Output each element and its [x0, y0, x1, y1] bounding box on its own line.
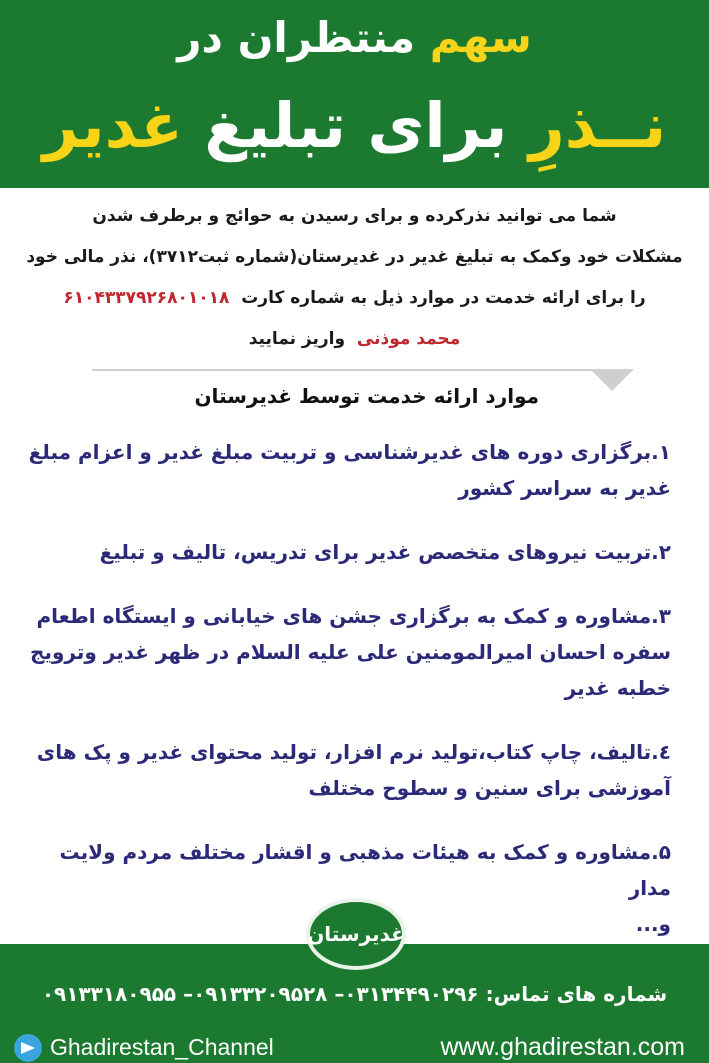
- intro-row-3-text: را برای ارائه خدمت در موارد ذیل به شماره کارت: [241, 288, 646, 308]
- service-item-2: ۲.تربیت نیروهای متخصص غدیر برای تدریس، تالیف و تبلیغ: [99, 540, 671, 564]
- header-highlight-nazr: نــذرِ: [529, 89, 667, 162]
- header-title-line1: [0, 8, 709, 68]
- intro-row-1: شما می توانید نذرکرده و برای رسیدن به حوائج و برطرف شدن: [92, 206, 617, 226]
- header-line2-middle: برای تبلیغ: [182, 89, 530, 162]
- header-line1-rest: منتظران در: [177, 13, 430, 62]
- service-item-1: ۱.برگزاری دوره های غدیرشناسی و تربیت مبلغ غدیر و اعزام مبلغ غدیر به سراسر کشور: [28, 440, 671, 500]
- intro-paragraph: [20, 196, 689, 360]
- service-item-etc: و...: [635, 912, 671, 936]
- header-highlight-ghadir: غدیر: [42, 89, 183, 162]
- website-link[interactable]: www.ghadirestan.com: [440, 1033, 685, 1061]
- intro-row-2: مشکلات خود وکمک به تبلیغ غدیر در غدیرستان(شماره ثبت۳۷۱۲)، نذر مالی خود: [26, 247, 683, 267]
- intro-row-4-rest: واریز نمایید: [248, 329, 346, 349]
- contact-numbers: [20, 982, 689, 1006]
- contact-label: شماره های تماس:: [485, 982, 668, 1006]
- service-item-3: ۳.مشاوره و کمک به برگزاری جشن های خیابانی و ایستگاه اطعام سفره احسان امیرالمومنین علی علیه السلام در ظهر غدیر وترویج خطبه غدیر: [30, 604, 671, 700]
- recipient-name: محمد موذنی: [356, 329, 461, 349]
- header-banner: [0, 0, 709, 188]
- section-divider: [92, 369, 617, 371]
- telegram-icon[interactable]: [14, 1034, 42, 1062]
- social-row: [0, 1032, 709, 1063]
- contact-phones: ۰۳۱۳۴۴۹۰۲۹۶– ۰۹۱۳۳۲۰۹۵۲۸– ۰۹۱۳۳۱۸۰۹۵۵: [41, 982, 479, 1006]
- service-item-5: ۵.مشاوره و کمک به هیئات مذهبی و اقشار مختلف مردم ولایت مدار: [59, 840, 671, 900]
- services-title: موارد ارائه خدمت توسط غدیرستان: [194, 384, 539, 408]
- telegram-channel-link[interactable]: Ghadirestan_Channel: [50, 1034, 274, 1060]
- ghadirestan-logo: غدیرستان: [306, 898, 406, 970]
- service-item-4: ٤.تالیف، چاپ کتاب،تولید نرم افزار، تولید محتوای غدیر و پک های آموزشی برای سنین و سطوح مختلف: [36, 740, 671, 800]
- intro-row-3: [20, 278, 689, 319]
- intro-row-4: [20, 319, 689, 360]
- services-list: [28, 434, 671, 942]
- header-title-line2: [0, 78, 709, 174]
- card-number: ۶۱۰۴۳۳۷۹۲۶۸۰۱۰۱۸: [63, 288, 230, 308]
- header-highlight-sahm: سهم: [429, 13, 532, 62]
- divider-notch: [590, 369, 634, 391]
